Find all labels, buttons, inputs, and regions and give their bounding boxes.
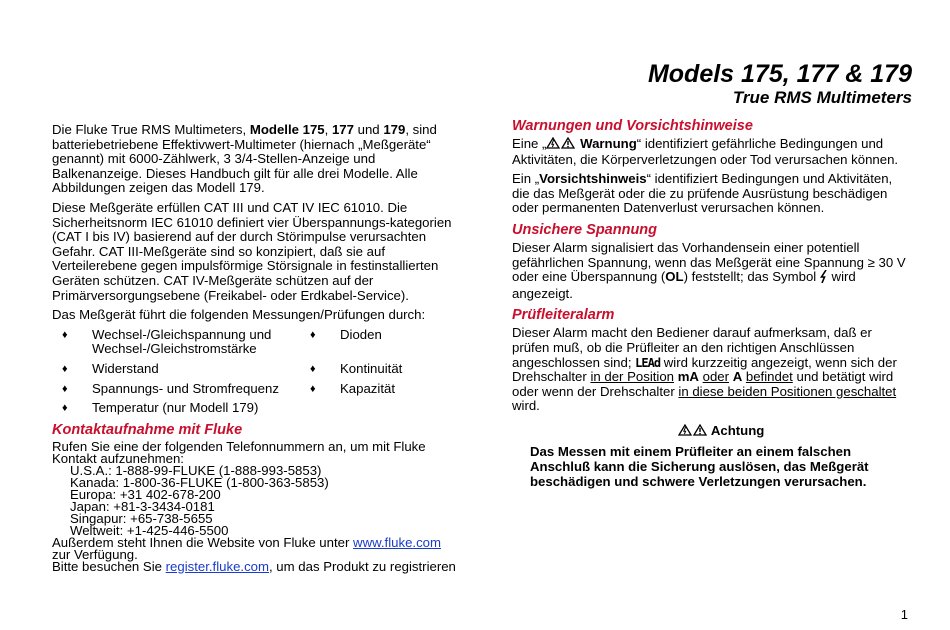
lead-display-glyph: LEAd	[635, 355, 661, 370]
warning-text-rest: “ identifiziert gefährliche Bedingungen und Aktivitäten, die Körperverletzungen oder Tod verursachen können.	[512, 136, 899, 167]
page-header	[648, 60, 912, 108]
contact-section	[52, 438, 457, 574]
caution-title	[530, 424, 912, 440]
caution-box	[530, 424, 912, 489]
lead-text-3: und betätigt wird oder wenn der Drehschalter	[512, 369, 894, 399]
list-item	[52, 328, 300, 357]
caution-label: Achtung	[710, 422, 765, 438]
warning-text: Eine „	[512, 136, 547, 151]
bullet-diamond-icon: ♦	[62, 362, 68, 375]
unsafe-voltage-paragraph	[512, 241, 912, 301]
caution-body: Das Messen mit einem Prüfleiter an einem falschen Anschluß kann die Sicherung auslösen, das Meßgerät beschädigen und schwere Verletzungen verursachen.	[530, 443, 869, 489]
intro-text: Die Fluke True RMS Multimeters,	[52, 122, 250, 137]
hazard-triangles-icon	[678, 424, 708, 440]
list-item-label: Kapazität	[340, 380, 395, 396]
register-line	[52, 558, 457, 574]
phone-usa: U.S.A.: 1-888-99-FLUKE (1-888-993-5853)	[70, 462, 322, 478]
list-item	[52, 401, 300, 416]
bullet-diamond-icon: ♦	[62, 382, 68, 395]
right-column	[512, 118, 912, 489]
lead-underline-2: oder	[702, 369, 730, 385]
hazard-triangles-icon	[546, 137, 576, 153]
list-item	[52, 362, 300, 377]
lead-text-end: wird.	[512, 398, 540, 414]
cat-paragraph: Diese Meßgeräte erfüllen CAT III und CAT IV IEC 61010. Die Sicherheitsnorm IEC 61010 definiert vier Überspannungs-kategorien (CAT I bis IV) basierend auf der durch Störimpulse verursachten Gefahr. CAT III-Meßgeräte sind so konzipiert, daß sie auf Verteilerebene gegen impulsförmige Störsignale in festinstallierten Geräten schützen. CAT IV-Meßgeräte schützen auf der Primärversorgungsebene (Freikabel- oder Erdkabel-Service).	[52, 199, 452, 303]
phone-japan: Japan: +81-3-3434-0181	[70, 498, 215, 514]
intro-and: und	[353, 122, 384, 137]
lead-underline-1: in der Position	[590, 369, 675, 385]
ma-label: mA	[677, 369, 699, 385]
lead-alert-heading: Prüfleiteralarm	[512, 307, 615, 324]
lead-alert-paragraph	[512, 326, 912, 414]
bullet-diamond-icon: ♦	[62, 328, 68, 341]
warning-term: Warnung	[580, 136, 637, 151]
a-label: A	[732, 369, 743, 385]
page-number: 1	[900, 607, 908, 622]
list-item-label: Widerstand	[92, 360, 159, 376]
list-item-label: Wechsel-/Gleichspannung und Wechsel-/Gleichstromstärke	[92, 326, 272, 357]
document-subtitle: True RMS Multimeters	[732, 88, 912, 107]
warning-definition	[512, 137, 912, 167]
fluke-website-link[interactable]: www.fluke.com	[353, 534, 441, 550]
phone-singapore: Singapur: +65-738-5655	[70, 510, 213, 526]
bullet-diamond-icon: ♦	[62, 402, 68, 415]
website-line	[52, 534, 457, 562]
lead-underline-3: befindet	[745, 369, 793, 385]
website-text: Außerdem steht Ihnen die Website von Fluke unter	[52, 534, 354, 550]
intro-paragraph	[52, 123, 457, 196]
bullet-diamond-icon: ♦	[310, 328, 316, 341]
bullet-diamond-icon: ♦	[310, 382, 316, 395]
intro-models-label: Modelle 175	[249, 122, 325, 137]
intro-text-rest: , sind batteriebetriebene Effektivwert-Multimeter (hiernach „Meßgeräte“ genannt) mit 6000-Zählwerk, 3 3/4-Stellen-Anzeige und Balkenanzeige. Dieses Handbuch gilt für alle drei Modelle. Alle Abbildungen zeigen das Modell 179.	[52, 122, 437, 196]
list-item	[52, 382, 300, 397]
contact-intro: Rufen Sie eine der folgenden Telefonnummern an, um mit Fluke Kontakt aufzunehmen:	[52, 438, 426, 466]
unsafe-text: Dieser Alarm signalisiert das Vorhandensein einer potentiell gefährlichen Spannung, wenn das Meßgerät eine Spannung ≥ 30 V oder eine Überspannung (	[512, 239, 906, 285]
website-text-rest: zur Verfügung.	[52, 546, 138, 562]
register-text: Bitte besuchen Sie	[52, 558, 166, 574]
lightning-bolt-icon	[820, 270, 828, 287]
measurements-intro: Das Meßgerät führt die folgenden Messungen/Prüfungen durch:	[52, 307, 426, 323]
register-text-rest: , um das Produkt zu registrieren	[268, 558, 456, 574]
unsafe-text-mid: ) feststellt; das Symbol	[683, 269, 820, 285]
list-item	[300, 328, 450, 357]
list-item	[300, 382, 450, 397]
document-title: Models 175, 177 & 179	[647, 60, 912, 88]
intro-model-177: 177	[331, 122, 354, 137]
lead-text: Dieser Alarm macht den Bediener darauf aufmerksam, daß er prüfen muß, ob die Prüfleiter an den richtigen Anschlüssen angeschlossen sind;	[512, 325, 872, 370]
list-item-label: Spannungs- und Stromfrequenz	[92, 380, 279, 396]
unsafe-voltage-heading: Unsichere Spannung	[512, 221, 658, 238]
phone-europe: Europa: +31 402-678-200	[70, 486, 221, 502]
warnings-heading: Warnungen und Vorsichtshinweise	[512, 118, 753, 134]
list-item-label: Dioden	[340, 326, 382, 342]
caution-definition	[512, 172, 912, 216]
caution-text: Ein „	[512, 171, 540, 187]
unsafe-text-rest: wird angezeigt.	[512, 269, 856, 301]
register-link[interactable]: register.fluke.com	[165, 558, 269, 574]
list-item	[300, 362, 450, 377]
list-item-label: Temperatur (nur Modell 179)	[92, 400, 259, 416]
left-column	[52, 123, 457, 573]
overload-label: OL	[665, 269, 684, 285]
caution-term: Vorsichtshinweis	[539, 171, 647, 187]
intro-model-179: 179	[383, 122, 406, 137]
caution-text-rest: “ identifiziert Bedingungen und Aktivitäten, die das Meßgerät oder die zu prüfende Ausrüstung beschädigen oder permanenten Datenverlust verursachen können.	[512, 171, 893, 216]
contact-heading: Kontaktaufnahme mit Fluke	[52, 421, 243, 438]
phone-worldwide: Weltweit: +1-425-446-5500	[70, 522, 229, 538]
list-item-label: Kontinuität	[340, 360, 403, 376]
phone-canada: Kanada: 1-800-36-FLUKE (1-800-363-5853)	[70, 474, 329, 490]
bullet-diamond-icon: ♦	[310, 362, 316, 375]
lead-text-2: wird kurzzeitig angezeigt, wenn sich der Drehschalter	[512, 354, 897, 385]
intro-sep: ,	[324, 122, 332, 137]
lead-underline-4: in diese beiden Positionen geschaltet	[678, 383, 897, 399]
measurements-list	[52, 328, 457, 416]
